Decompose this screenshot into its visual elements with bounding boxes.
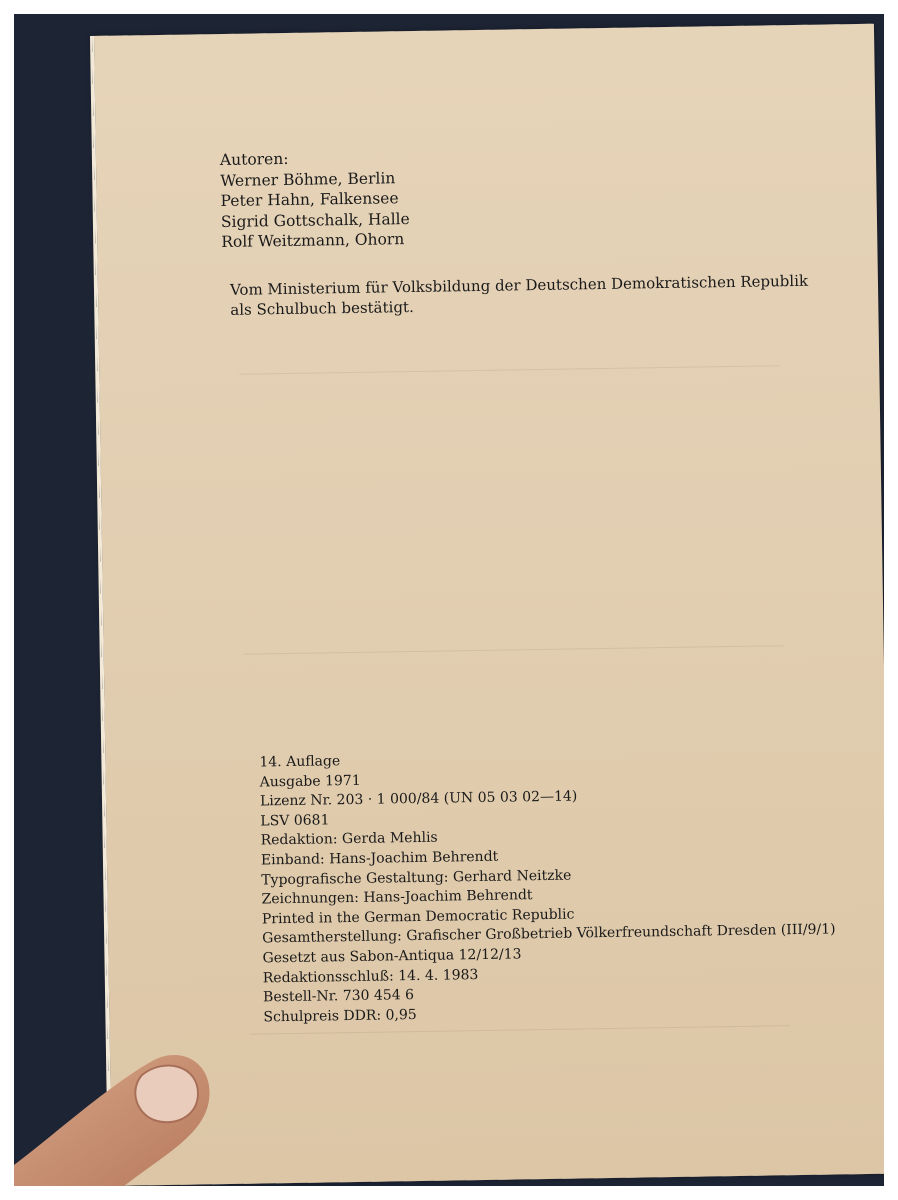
approval-line: Vom Ministerium für Volksbildung der Deutschen Demokratischen Republik <box>229 271 809 299</box>
imprint-line: LSV 0681 <box>260 812 330 830</box>
imprint-line: Typografische Gestaltung: Gerhard Neitzke <box>261 867 572 889</box>
author-name: Rolf Weitzmann, Ohorn <box>221 230 405 251</box>
imprint-line: Ausgabe 1971 <box>259 772 361 791</box>
show-through-line <box>244 645 784 654</box>
show-through-line <box>239 365 779 374</box>
imprint-block <box>259 744 883 1028</box>
imprint-line: Redaktionsschluß: 14. 4. 1983 <box>262 966 479 986</box>
imprint-line: Zeichnungen: Hans-Joachim Behrendt <box>261 887 533 908</box>
imprint-line: Printed in the German Democratic Republic <box>261 906 575 928</box>
approval-statement <box>230 270 851 320</box>
author-name: Peter Hahn, Falkensee <box>220 189 399 210</box>
approval-line: als Schulbuch bestätigt. <box>230 297 414 319</box>
imprint-line: Einband: Hans-Joachim Behrendt <box>260 848 499 869</box>
thumb-icon <box>14 1045 214 1186</box>
author-name: Sigrid Gottschalk, Halle <box>220 209 410 231</box>
imprint-line: Redaktion: Gerda Mehlis <box>260 830 438 849</box>
imprint-line: 14. Auflage <box>259 753 341 771</box>
authors-block <box>220 147 410 252</box>
imprint-line: Lizenz Nr. 203 · 1 000/84 (UN 05 03 02—14) <box>259 788 578 810</box>
imprint-line: Gesamtherstellung: Grafischer Großbetrieb Völkerfreundschaft Dresden (III/9/1) <box>262 921 836 947</box>
imprint-line: Schulpreis DDR: 0,95 <box>263 1006 417 1026</box>
imprint-line: Bestell-Nr. 730 454 6 <box>262 987 415 1006</box>
imprint-line: Gesetzt aus Sabon-Antiqua 12/12/13 <box>262 946 522 967</box>
author-name: Werner Böhme, Berlin <box>220 168 396 190</box>
book-page <box>92 24 884 1186</box>
authors-heading: Autoren: <box>219 149 289 170</box>
photo-background <box>14 14 884 1186</box>
